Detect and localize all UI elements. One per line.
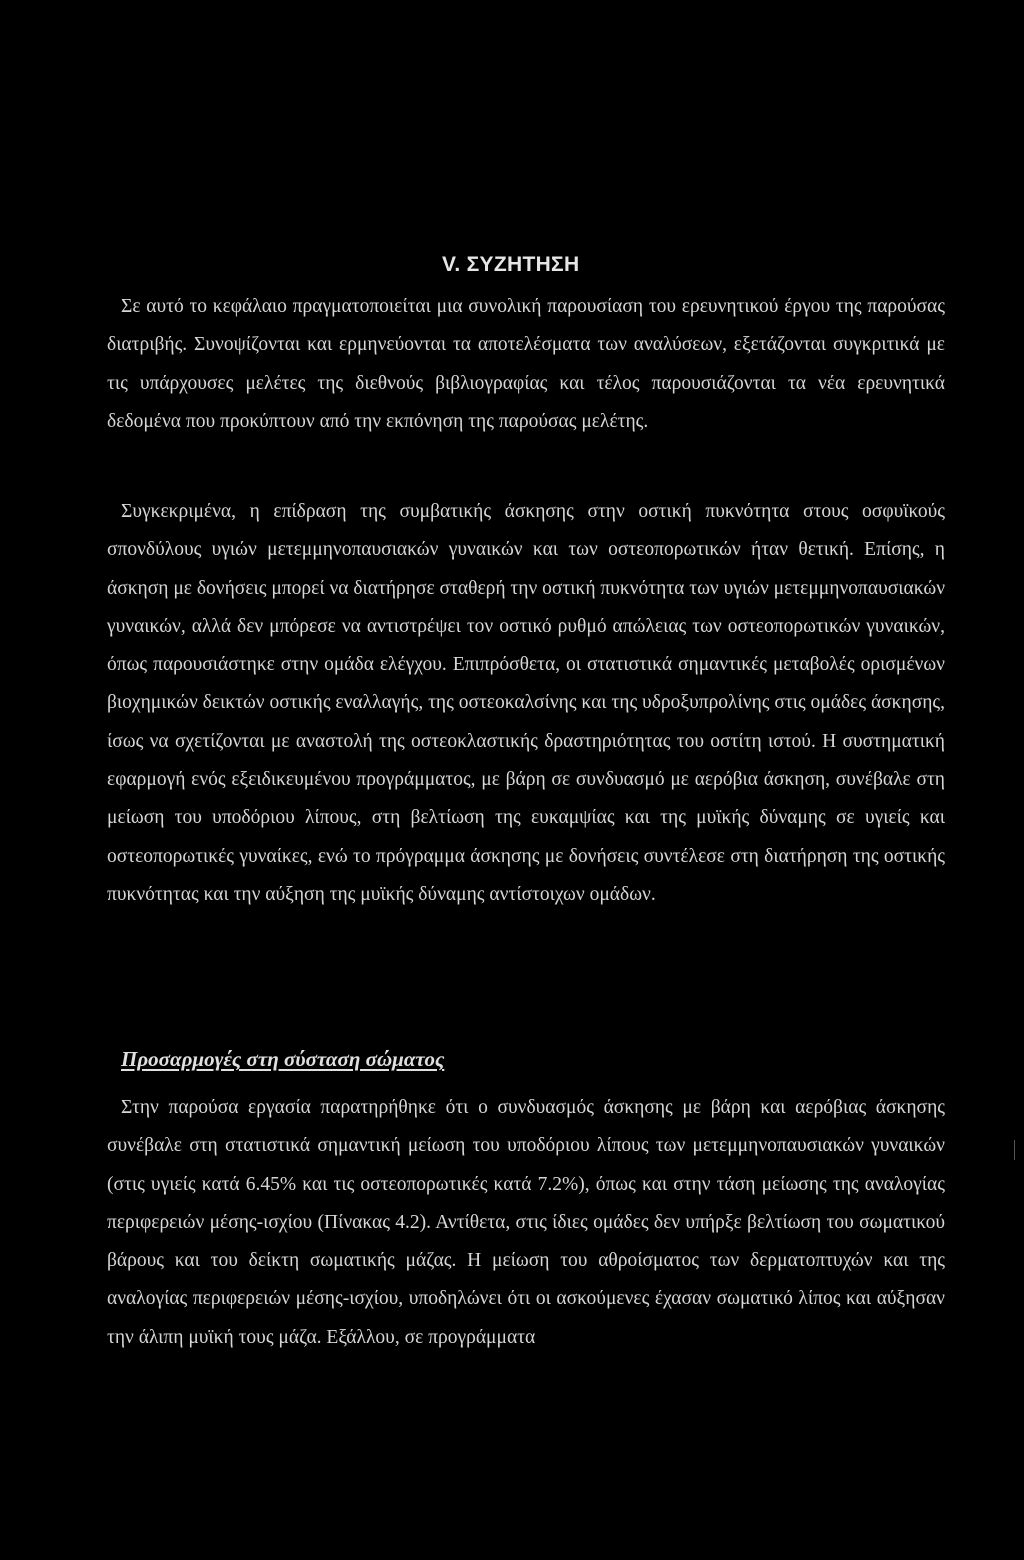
- section-body-paragraph: Στην παρούσα εργασία παρατηρήθηκε ότι ο συνδυασμός άσκησης με βάρη και αερόβιας άσκησης συνέβαλε στη στατιστικά σημαντική μείωση του υποδόριου λίπους των μετεμμηνοπαυσιακών γυναικών (στις υγιείς κατά 6.45% και τις οστεοπορωτικές κατά 7.2%), όπως και στην τάση μείωσης της αναλογίας περιφερειών μέσης-ισχίου (Πίνακας 4.2). Αντίθετα, στις ίδιες ομάδες δεν υπήρξε βελτίωση του σωματικού βάρους και του δείκτη σωματικής μάζας. Η μείωση του αθροίσματος των δερματοπτυχών και της αναλογίας περιφερειών μέσης-ισχίου, υποδηλώνει ότι οι ασκούμενες έχασαν σωματικό λίπος και αύξησαν την άλιπη μυϊκή τους μάζα. Εξάλλου, σε προγράμματα: [107, 1097, 945, 1348]
- margin-mark: [1014, 1140, 1015, 1160]
- findings-paragraph: Συγκεκριμένα, η επίδραση της συμβατικής άσκησης στην οστική πυκνότητα στους οσφυϊκούς σπονδύλους υγιών μετεμμηνοπαυσιακών γυναικών και των οστεοπορωτικών ήταν θετική. Επίσης, η άσκηση με δονήσεις μπορεί να διατήρησε σταθερή την οστική πυκνότητα των υγιών μετεμμηνοπαυσιακών γυναικών, αλλά δεν μπόρεσε να αντιστρέψει τον οστικό ρυθμό απώλειας των οστεοπορωτικών γυναικών, όπως παρουσιάστηκε στην ομάδα ελέγχου. Επιπρόσθετα, οι στατιστικά σημαντικές μεταβολές ορισμένων βιοχημικών δεικτών οστικής εναλλαγής, της οστεοκαλσίνης και της υδροξυπρολίνης στις ομάδες άσκησης, ίσως να σχετίζονται με αναστολή της οστεοκλαστικής δραστηριότητας του οστίτη ιστού. Η συστηματική εφαρμογή ενός εξειδικευμένου προγράμματος, με βάρη σε συνδυασμό με αερόβια άσκηση, συνέβαλε στη μείωση του υποδόριου λίπους, στη βελτίωση της ευκαμψίας και της μυϊκής δύναμης σε υγιείς και οστεοπορωτικές γυναίκες, ενώ το πρόγραμμα άσκησης με δονήσεις συντέλεσε στη διατήρηση της οστικής πυκνότητας και την αύξηση της μυϊκής δύναμης αντίστοιχων ομάδων.: [107, 501, 946, 905]
- intro-paragraph: Σε αυτό το κεφάλαιο πραγματοποιείται μια συνολική παρουσίαση του ερευνητικού έργου της παρούσας διατριβής. Συνοψίζονται και ερμηνεύονται τα αποτελέσματα των αναλύσεων, εξετάζονται συγκριτικά με τις υπάρχουσες μελέτες της διεθνούς βιβλιογραφίας και τέλος παρουσιάζονται τα νέα ερευνητικά δεδομένα που προκύπτουν από την εκπόνηση της παρούσας μελέτης.: [107, 296, 945, 432]
- chapter-title: V. ΣΥΖΗΤΗΣΗ: [442, 253, 580, 276]
- section-heading: Προσαρμογές στη σύσταση σώματος: [121, 1047, 445, 1071]
